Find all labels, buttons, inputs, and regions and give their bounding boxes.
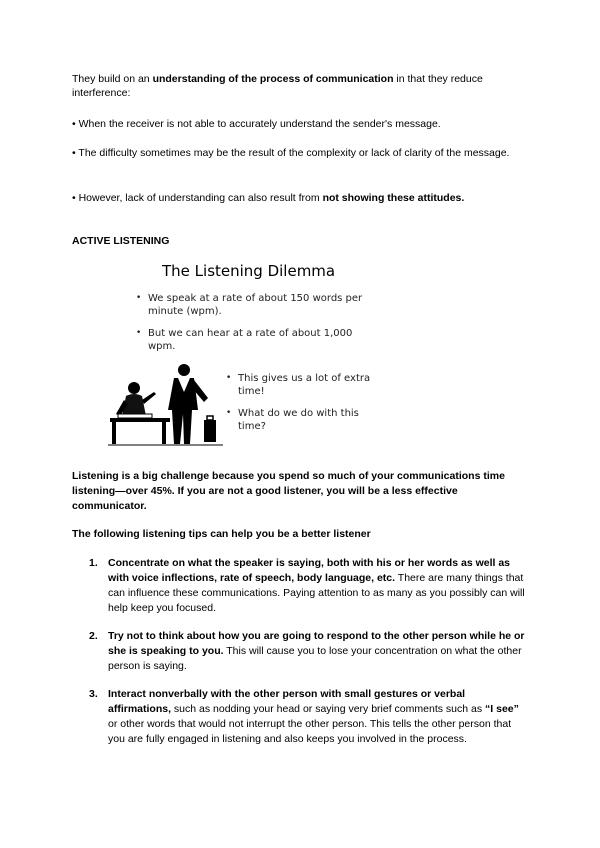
bullet-2: • The difficulty sometimes may be the result of the complexity or lack of clarity of the message. xyxy=(72,147,510,159)
slide-list-right xyxy=(226,372,371,442)
tips-list xyxy=(72,556,530,760)
tip-text: There are many things that can influence these communications. Paying attention to as many as you possibly can will help keep you focused. xyxy=(108,572,525,614)
tip-number: 1. xyxy=(89,557,98,569)
tips-heading: The following listening tips can help you be a better listener xyxy=(72,528,371,540)
challenge-paragraph: Listening is a big challenge because you spend so much of your communications time listening—over 45%. If you are not a good listener, you will be a less effective communicator. xyxy=(72,470,505,512)
list-item xyxy=(72,687,530,747)
section-heading: ACTIVE LISTENING xyxy=(72,235,170,247)
intro-text-after: in that they reduce interference: xyxy=(72,73,483,99)
slide-item: • What do we do with this time? xyxy=(226,407,371,433)
tip-text: This will cause you to lose your concentration on what the other person is saying. xyxy=(108,645,522,672)
list-item xyxy=(72,629,530,674)
intro-text: They build on an xyxy=(72,73,153,85)
slide-item: • We speak at a rate of about 150 words per minute (wpm). xyxy=(136,292,366,318)
tip-number: 2. xyxy=(89,630,98,642)
list-item xyxy=(72,556,530,616)
tip-number: 3. xyxy=(89,688,98,700)
tip-text: such as nodding your head or saying very brief comments such as xyxy=(171,703,486,715)
slide-list-top xyxy=(136,292,366,362)
bullet-3 xyxy=(72,191,528,205)
intro-bold: understanding of the process of communication xyxy=(152,73,394,85)
tip-bold: Try not to think about how you are going to respond to the other person while he or she is speaking to you. xyxy=(108,630,525,657)
listening-dilemma-slide xyxy=(108,258,378,446)
bullet-3-text: • However, lack of understanding can also result from xyxy=(72,192,323,204)
tip-text-end: or other words that would not interrupt the other person. This tells the other person that you are fully engaged in listening and also keeps you involved in the process. xyxy=(108,718,512,745)
intro-paragraph xyxy=(72,72,528,100)
bullet-1: • When the receiver is not able to accurately understand the sender's message. xyxy=(72,118,441,130)
slide-title: The Listening Dilemma xyxy=(162,262,336,280)
slide-item: • This gives us a lot of extra time! xyxy=(226,372,371,398)
tip-bold-quote: “I see” xyxy=(485,703,519,715)
people-talking-clipart-icon xyxy=(108,358,223,448)
bullet-3-bold: not showing these attitudes. xyxy=(322,192,465,204)
tip-bold: Concentrate on what the speaker is saying, both with his or her words as well as with voice inflections, rate of speech, body language, etc. xyxy=(108,557,511,584)
slide-item: • But we can hear at a rate of about 1,000 wpm. xyxy=(136,327,366,353)
tip-bold: Interact nonverbally with the other person with small gestures or verbal affirmations, xyxy=(108,688,466,715)
